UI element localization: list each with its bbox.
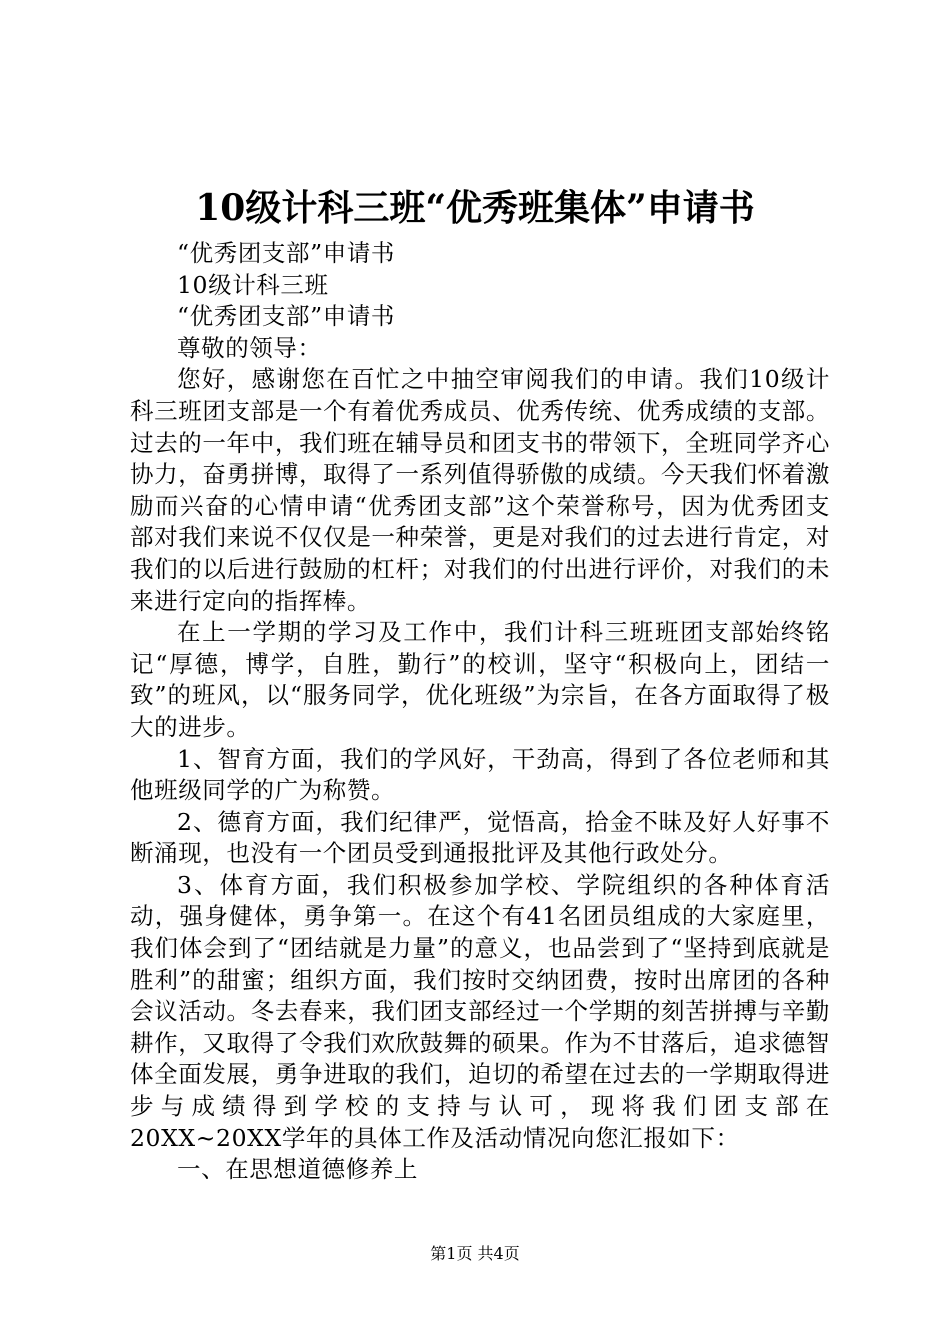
paragraph-heading-1: “优秀团支部”申请书 <box>177 239 396 267</box>
paragraph-physical: 3、体育方面，我们积极参加学校、学院组织的各种体育活动，强身健体，勇争第一。在这个有41名团员组成的大家庭里，我们体会到了“团结就是力量”的意义，也品尝到了“坚持到底就是胜利”的甜蜜；组织方面，我们按时交纳团费，按时出席团的各种会议活动。冬去春来，我们团支部经过一个学期的刻苦拼搏与辛勤耕作，又取得了令我们欢欣鼓舞的硕果。作为不甘落后，追求德智体全面发展，勇争进取的我们，迫切的希望在过去的一学期取得进步与成绩得到学校的支持与认可，现将我们团支部在20XX~20XX学年的具体工作及活动情况向您汇报如下： <box>130 870 830 1152</box>
paragraph-section-1: 一、在思想道德修养上 <box>177 1155 418 1184</box>
paragraph-intellectual: 1、智育方面，我们的学风好，干劲高，得到了各位老师和其他班级同学的广为称赞。 <box>130 744 830 805</box>
paragraph-intro: 您好，感谢您在百忙之中抽空审阅我们的申请。我们10级计科三班团支部是一个有着优秀成员、优秀传统、优秀成绩的支部。过去的一年中，我们班在辅导员和团支书的带领下，全班同学齐心协力，奋勇拼博，取得了一系列值得骄傲的成绩。今天我们怀着激励而兴奋的心情申请“优秀团支部”这个荣誉称号，因为优秀团支部对我们来说不仅仅是一种荣誉，更是对我们的过去进行肯定，对我们的以后进行鼓励的杠杆；对我们的付出进行评价，对我们的未来进行定向的指挥棒。 <box>130 365 830 615</box>
document-body <box>130 238 830 1186</box>
paragraph-class-name: 10级计科三班 <box>177 270 329 299</box>
page-footer: 第1页 共4页 <box>430 1244 520 1263</box>
paragraph-salutation: 尊敬的领导： <box>177 333 322 362</box>
paragraph-moral: 2、德育方面，我们纪律严，觉悟高，拾金不昧及好人好事不断涌现，也没有一个团员受到通报批评及其他行政处分。 <box>130 807 830 868</box>
paragraph-heading-2: “优秀团支部”申请书 <box>177 302 396 331</box>
paragraph-motto: 在上一学期的学习及工作中，我们计科三班班团支部始终铭记“厚德，博学，自胜，勤行”的校训，坚守“积极向上，团结一致”的班风，以“服务同学，优化班级”为宗旨，在各方面取得了极大的进步。 <box>130 618 830 741</box>
document-title: 10级计科三班“优秀班集体”申请书 <box>195 187 755 229</box>
